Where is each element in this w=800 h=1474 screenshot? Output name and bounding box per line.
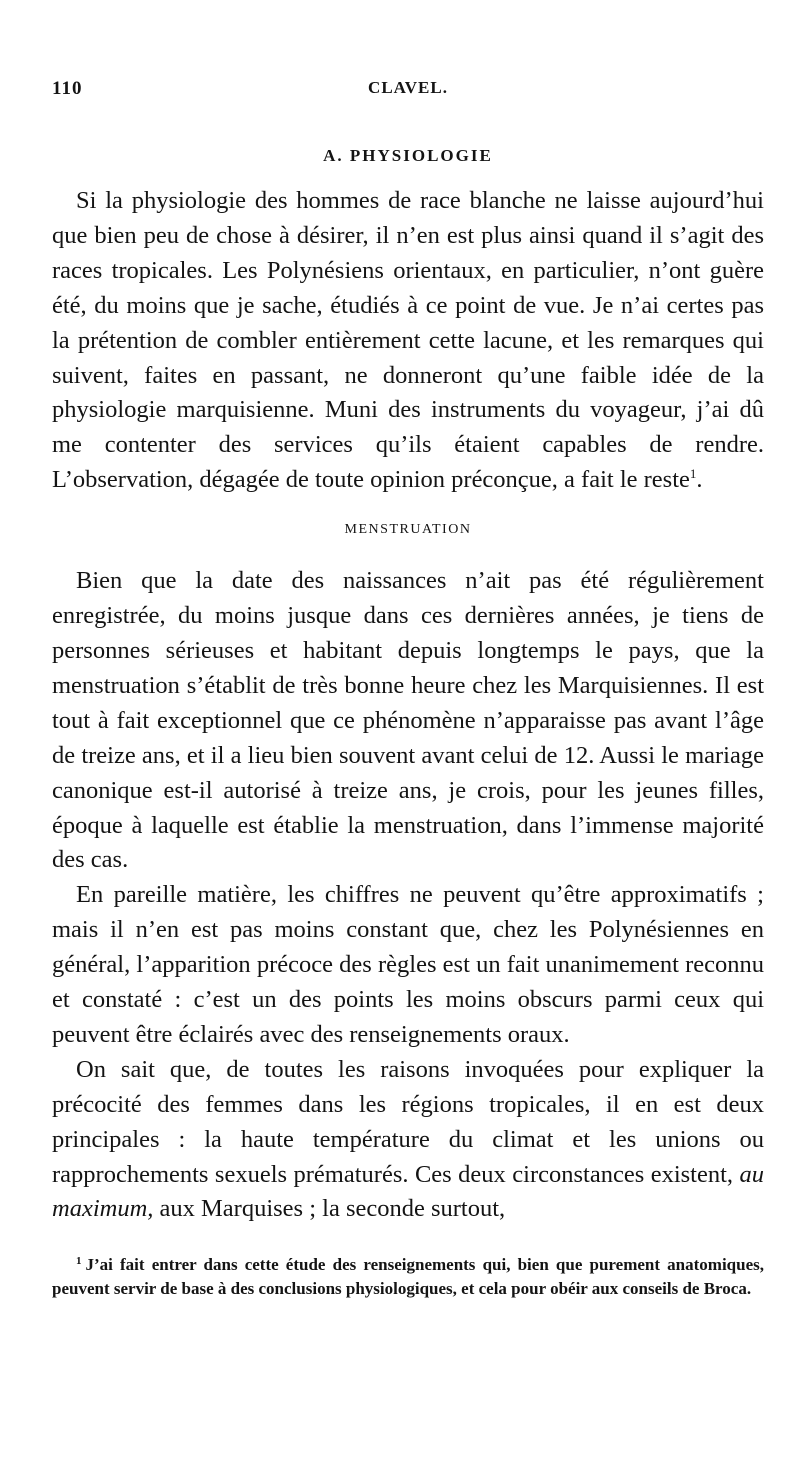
section-heading: A. PHYSIOLOGIE xyxy=(323,146,493,165)
paragraph-3-italic: au maximum, xyxy=(52,1160,764,1223)
intro-paragraph-end: . xyxy=(696,466,703,494)
subsection-heading: MENSTRUATION xyxy=(344,522,472,538)
running-head xyxy=(52,70,764,104)
page-number: 110 xyxy=(52,78,83,99)
intro-paragraph xyxy=(52,184,764,498)
menstruation-paragraph-3 xyxy=(52,1053,764,1228)
footnote-mark: 1 xyxy=(76,1254,82,1267)
menstruation-paragraph-2: En pareille matière, les chiffres ne peuvent qu’être approximatifs ; mais il n’en est pas moins constant que, chez les Polynésiennes en général, l’apparition précoce des règles est un fait unanimement reconnu et constaté : c’est un des points les moins obscurs parmi ceux qui peuvent être éclairés avec des renseignements oraux. xyxy=(52,881,764,1048)
menstruation-paragraph-1: Bien que la date des naissances n’ait pas été régulièrement enregistrée, du moins jusque dans ces dernières années, je tiens de personnes sérieuses et habitant depuis longtemps le pays, que la menstruation s’établit de très bonne heure chez les Marquisiennes. Il est tout à fait exceptionnel que ce phénomène n’apparaisse pas avant l’âge de treize ans, et il a lieu bien souvent avant celui de 12. Aussi le mariage canonique est-il autorisé à treize ans, je crois, pour les jeunes filles, époque à laquelle est établie la menstruation, dans l’immense majorité des cas. xyxy=(52,567,764,874)
paragraph-3-end: aux Marquises ; la seconde surtout, xyxy=(153,1195,506,1223)
book-page xyxy=(52,70,764,1318)
paragraph-3-start: On sait que, de toutes les raisons invoquées pour expliquer la précocité des femmes dans les régions tropicales, il en est deux principales : la haute température du climat et les unions ou rapprochements sexuels prématurés. Ces deux circonstances existent, xyxy=(52,1055,764,1188)
footnote xyxy=(52,1253,764,1301)
footnote-text: J’ai fait entrer dans cette étude des renseignements qui, bien que purement anatomiques, peuvent servir de base à des conclusions physiologiques, et cela pour obéir aux conseils de Broca. xyxy=(52,1255,764,1299)
intro-paragraph-text: Si la physiologie des hommes de race blanche ne laisse aujourd’hui que bien peu de chose à désirer, il n’en est plus ainsi quand il s’agit des races tropicales. Les Polynésiens orientaux, en particulier, n’ont guère été, du moins que je sache, étudiés à ce point de vue. Je n’ai certes pas la prétention de combler entièrement cette lacune, et les remarques qui suivent, faites en passant, ne donneront qu’une faible idée de la physiologie marquisienne. Muni des instruments du voyageur, j’ai dû me contenter des services qu’ils étaient capables de rendre. L’observation, dégagée de toute opinion préconçue, a fait le reste xyxy=(52,187,764,494)
footnote-reference: 1 xyxy=(689,466,697,482)
running-title: CLAVEL. xyxy=(368,78,448,97)
